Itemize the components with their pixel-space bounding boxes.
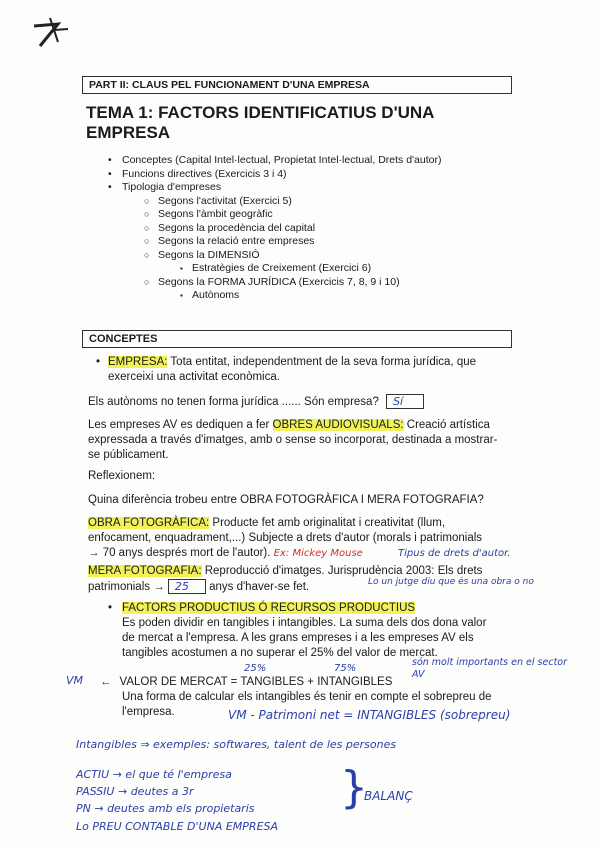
note-preu-contable: Lo PREU CONTABLE D'UNA EMPRESA <box>76 820 279 833</box>
note-vm: VM <box>66 674 84 687</box>
list-item: ○ Segons l'àmbit geogràfic <box>158 208 522 222</box>
formula: ← VALOR DE MERCAT = TANGIBLES + INTANGIBLES Una forma de calcular els intangibles és tenir en compte el sobrepreu de l'empresa. <box>100 676 492 718</box>
list-item: • Conceptes (Capital Intel·lectual, Propietat Intel·lectual, Drets d'autor) <box>122 154 522 168</box>
av-definition: Les empreses AV es dediquen a fer OBRES AUDIOVISUALS: Creació artística expressada a través d'imatges, amb o sense so incorporat, destinada a mostrar- se públicament. <box>88 419 498 461</box>
list-item: ▪ Autònoms <box>192 289 522 303</box>
empresa-definition: • EMPRESA: Tota entitat, independentment de la seva forma jurídica, que exerceixi una activitat econòmica. <box>96 356 477 383</box>
note-passiu: PASSIU → deutes a 3r <box>76 785 194 798</box>
reflexion-question: Quina diferència trobeu entre OBRA FOTOGRÀFICA I MERA FOTOGRAFIA? <box>88 494 484 506</box>
list-item: ○ Segons l'activitat (Exercici 5) <box>158 195 522 209</box>
note-tipus-drets: Tipus de drets d'autor. <box>398 548 511 559</box>
note-25: 25% <box>244 663 267 674</box>
logo-mark <box>28 12 72 52</box>
list-item: • Funcions directives (Exercicis 3 i 4) <box>122 168 522 182</box>
part-header: PART II: CLAUS PEL FUNCIONAMENT D'UNA EMPRESA <box>82 76 512 94</box>
factors-productius: • FACTORS PRODUCTIUS Ó RECURSOS PRODUCTIUS Es poden dividir en tangibles i intangibles. La suma dels dos dona valor de mercat a l'empresa. A les grans empreses i a les empreses AV els tangibles acostumen a no superar el 25% del valor de mercat. <box>108 602 487 659</box>
mera-fotografia-definition: MERA FOTOGRAFIA: Reproducció d'imatges. Jurisprudència 2003: Els drets patrimonials → 25 anys d'haver-se fet. <box>88 565 483 593</box>
brace-icon: } <box>340 762 368 813</box>
list-item: ▪ Estratègies de Creixement (Exercici 6) <box>192 262 522 276</box>
note-75: 75% <box>334 663 357 674</box>
section-header: CONCEPTES <box>82 330 512 348</box>
list-item: • Tipologia d'empreses <box>122 181 522 195</box>
note-balanc: BALANÇ <box>364 789 413 803</box>
note-vm-formula: VM - Patrimoni net = INTANGIBLES (sobrepreu) <box>228 708 511 722</box>
page-title: TEMA 1: FACTORS IDENTIFICATIUS D'UNA EMPRESA <box>86 103 435 142</box>
note-intangibles: Intangibles ⇒ exemples: softwares, talent de les persones <box>76 738 397 751</box>
list-item: ○ Segons la procedència del capital <box>158 222 522 236</box>
list-item: ○ Segons la FORMA JURÍDICA (Exercicis 7, 8, 9 i 10) <box>158 276 522 290</box>
note-example: Ex: Mickey Mouse <box>273 548 363 559</box>
answer-box: 25 <box>168 579 206 594</box>
note-actiu: ACTIU → el que té l'empresa <box>76 768 232 781</box>
list-item: ○ Segons la DIMENSIÓ <box>158 249 522 263</box>
answer-box: Sí <box>386 394 424 409</box>
note-importants: són molt importants en el sector AV <box>412 657 568 680</box>
note-jutge: Lo un jutge diu que és una obra o no <box>368 577 534 587</box>
note-pn: PN → deutes amb els propietaris <box>76 802 255 815</box>
reflexionem-label: Reflexionem: <box>88 470 156 482</box>
list-item: ○ Segons la relació entre empreses <box>158 235 522 249</box>
obra-fotografica-definition: OBRA FOTOGRÀFICA: Producte fet amb originalitat i creativitat (llum, enfocament, enquadrament,...) Subjecte a drets d'autor (morals i patrimonials → 70 anys després mort de l'autor). Ex: Mickey Mouse <box>88 517 483 559</box>
topic-outline <box>122 154 522 303</box>
autonoms-question: Els autònoms no tenen forma jurídica ...... Són empresa? Sí <box>88 394 508 410</box>
